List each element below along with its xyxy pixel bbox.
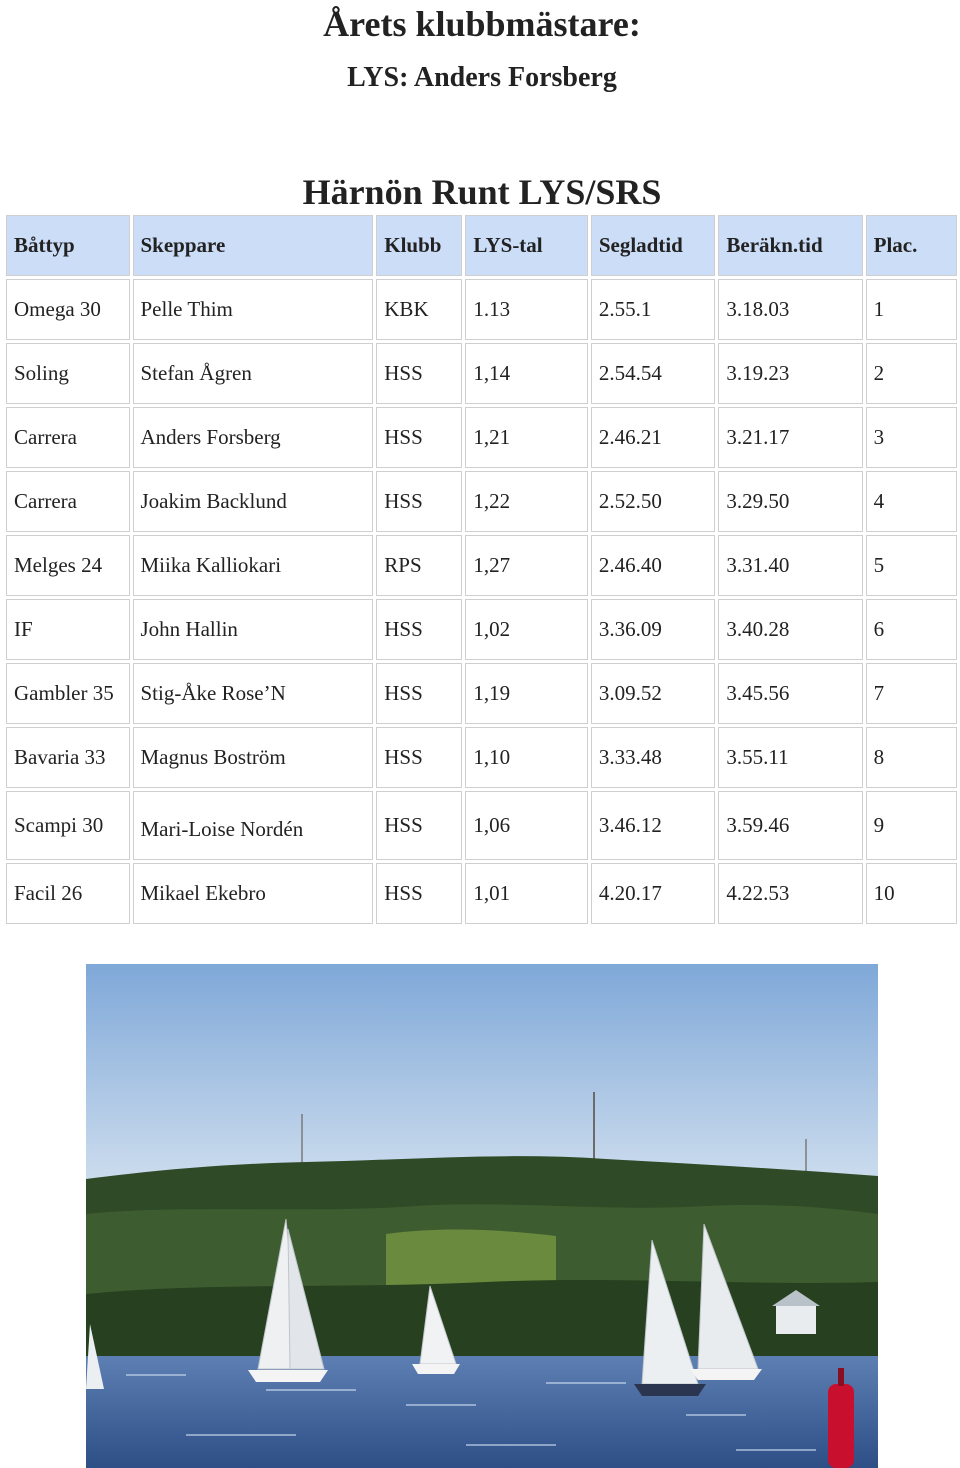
cell-skeppare: Mikael Ekebro bbox=[133, 863, 374, 924]
table-row bbox=[6, 663, 957, 724]
table-row bbox=[6, 727, 957, 788]
cell-plac: 7 bbox=[866, 663, 957, 724]
cell-skeppare: Miika Kalliokari bbox=[133, 535, 374, 596]
cell-segladtid: 2.46.40 bbox=[591, 535, 716, 596]
cell-battyp: Gambler 35 bbox=[6, 663, 130, 724]
cell-klubb: HSS bbox=[376, 663, 462, 724]
cell-berakn-tid: 3.59.46 bbox=[718, 791, 862, 860]
header-cell-plac: Plac. bbox=[866, 215, 957, 276]
table-row bbox=[6, 863, 957, 924]
cell-battyp: Bavaria 33 bbox=[6, 727, 130, 788]
cell-battyp: Scampi 30 bbox=[6, 791, 130, 860]
table-row bbox=[6, 791, 957, 860]
cell-berakn-tid: 3.18.03 bbox=[718, 279, 862, 340]
cell-plac: 6 bbox=[866, 599, 957, 660]
cell-plac: 8 bbox=[866, 727, 957, 788]
cell-lys-tal: 1.13 bbox=[465, 279, 587, 340]
cell-plac: 5 bbox=[866, 535, 957, 596]
cell-plac: 10 bbox=[866, 863, 957, 924]
cell-skeppare: Stig-Åke Rose’N bbox=[133, 663, 374, 724]
cell-berakn-tid: 3.29.50 bbox=[718, 471, 862, 532]
cell-plac: 9 bbox=[866, 791, 957, 860]
cell-plac: 3 bbox=[866, 407, 957, 468]
sailing-photo-illustration bbox=[86, 964, 878, 1468]
page-title: Årets klubbmästare: bbox=[323, 4, 641, 44]
cell-battyp: Soling bbox=[6, 343, 130, 404]
cell-segladtid: 2.52.50 bbox=[591, 471, 716, 532]
cell-klubb: HSS bbox=[376, 407, 462, 468]
header-cell-segladtid: Segladtid bbox=[591, 215, 716, 276]
cell-berakn-tid: 3.19.23 bbox=[718, 343, 862, 404]
cell-lys-tal: 1,14 bbox=[465, 343, 587, 404]
cell-klubb: HSS bbox=[376, 599, 462, 660]
cell-lys-tal: 1,02 bbox=[465, 599, 587, 660]
cell-battyp: Carrera bbox=[6, 407, 130, 468]
cell-battyp: Facil 26 bbox=[6, 863, 130, 924]
cell-segladtid: 2.55.1 bbox=[591, 279, 716, 340]
cell-segladtid: 2.46.21 bbox=[591, 407, 716, 468]
race-title: Härnön Runt LYS/SRS bbox=[302, 172, 662, 212]
header-cell-berakn-tid: Beräkn.tid bbox=[718, 215, 862, 276]
cell-lys-tal: 1,27 bbox=[465, 535, 587, 596]
cell-lys-tal: 1,22 bbox=[465, 471, 587, 532]
cell-skeppare: Anders Forsberg bbox=[133, 407, 374, 468]
house bbox=[776, 1304, 816, 1334]
cell-segladtid: 4.20.17 bbox=[591, 863, 716, 924]
cell-lys-tal: 1,10 bbox=[465, 727, 587, 788]
cell-skeppare: Mari-Loise Nordén bbox=[133, 791, 374, 860]
cell-battyp: Melges 24 bbox=[6, 535, 130, 596]
cell-klubb: HSS bbox=[376, 343, 462, 404]
cell-lys-tal: 1,06 bbox=[465, 791, 587, 860]
club-champion: LYS: Anders Forsberg bbox=[347, 62, 617, 93]
cell-berakn-tid: 3.40.28 bbox=[718, 599, 862, 660]
cell-skeppare: Pelle Thim bbox=[133, 279, 374, 340]
table-header-row bbox=[6, 215, 957, 276]
cell-plac: 4 bbox=[866, 471, 957, 532]
table-row bbox=[6, 599, 957, 660]
cell-klubb: HSS bbox=[376, 863, 462, 924]
table-row bbox=[6, 407, 957, 468]
cell-berakn-tid: 3.31.40 bbox=[718, 535, 862, 596]
header-cell-klubb: Klubb bbox=[376, 215, 462, 276]
cell-segladtid: 2.54.54 bbox=[591, 343, 716, 404]
cell-lys-tal: 1,01 bbox=[465, 863, 587, 924]
results-table bbox=[3, 212, 960, 927]
cell-berakn-tid: 3.45.56 bbox=[718, 663, 862, 724]
sailing-photo bbox=[86, 964, 878, 1468]
cell-klubb: RPS bbox=[376, 535, 462, 596]
cell-segladtid: 3.36.09 bbox=[591, 599, 716, 660]
cell-segladtid: 3.46.12 bbox=[591, 791, 716, 860]
table-row bbox=[6, 471, 957, 532]
cell-battyp: Carrera bbox=[6, 471, 130, 532]
header-cell-lys-tal: LYS-tal bbox=[465, 215, 587, 276]
cell-skeppare: Stefan Ågren bbox=[133, 343, 374, 404]
header-cell-skeppare: Skeppare bbox=[133, 215, 374, 276]
cell-berakn-tid: 4.22.53 bbox=[718, 863, 862, 924]
cell-skeppare: Joakim Backlund bbox=[133, 471, 374, 532]
cell-klubb: HSS bbox=[376, 471, 462, 532]
cell-klubb: KBK bbox=[376, 279, 462, 340]
cell-berakn-tid: 3.55.11 bbox=[718, 727, 862, 788]
cell-skeppare: John Hallin bbox=[133, 599, 374, 660]
table-row bbox=[6, 279, 957, 340]
cell-klubb: HSS bbox=[376, 727, 462, 788]
cell-plac: 2 bbox=[866, 343, 957, 404]
table-row bbox=[6, 535, 957, 596]
header-cell-battyp: Båttyp bbox=[6, 215, 130, 276]
cell-segladtid: 3.09.52 bbox=[591, 663, 716, 724]
cell-plac: 1 bbox=[866, 279, 957, 340]
cell-battyp: IF bbox=[6, 599, 130, 660]
table-row bbox=[6, 343, 957, 404]
cell-klubb: HSS bbox=[376, 791, 462, 860]
cell-battyp: Omega 30 bbox=[6, 279, 130, 340]
cell-skeppare: Magnus Boström bbox=[133, 727, 374, 788]
cell-berakn-tid: 3.21.17 bbox=[718, 407, 862, 468]
cell-lys-tal: 1,21 bbox=[465, 407, 587, 468]
cell-lys-tal: 1,19 bbox=[465, 663, 587, 724]
cell-segladtid: 3.33.48 bbox=[591, 727, 716, 788]
